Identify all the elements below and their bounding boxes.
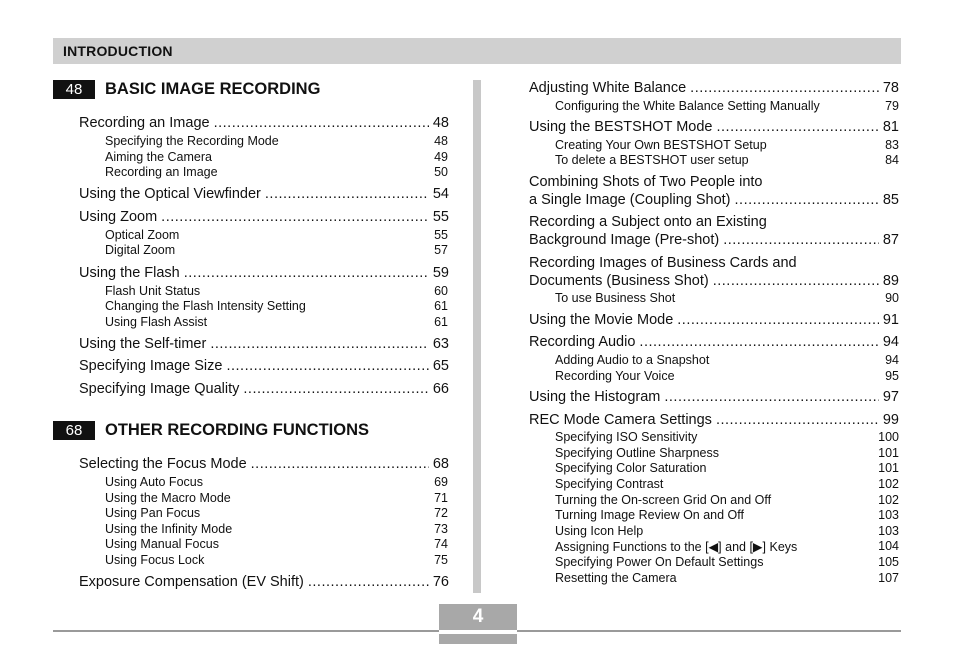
toc-subentry-page: 103 [878,523,899,538]
toc-entry-page: 48 [432,115,449,131]
toc-subentry-label: Using Pan Focus [105,506,201,521]
toc-subentry-label: Digital Zoom [105,243,176,258]
toc-entry-page: 87 [882,232,899,249]
toc-entry [529,192,899,208]
toc-entry-label: Using the BESTSHOT Mode [529,119,713,136]
toc-subentry-page: 57 [434,243,448,258]
toc-subentry-label: Turning Image Review On and Off [555,508,744,523]
toc-subentry-page: 83 [885,137,899,152]
toc-subentry-label: Optical Zoom [105,227,180,242]
toc-entry [529,80,899,96]
toc-subentry-label: Aiming the Camera [105,149,212,164]
toc-entry-first-line: Recording a Subject onto an Existing [529,214,767,231]
toc-subentry-label: Using the Macro Mode [105,490,231,505]
toc-subentry-label: Specifying ISO Sensitivity [555,430,698,445]
toc-entry-row [79,381,449,397]
toc-subentry-label: Specifying Contrast [555,476,664,491]
toc-entry-label: REC Mode Camera Settings [529,411,712,428]
toc-subentry-page: 48 [434,134,448,148]
toc-subentry-label: Configuring the White Balance Setting Manually [555,98,820,113]
dot-leader [210,336,429,352]
toc-entry-page: 66 [432,380,449,397]
toc-subentry [105,315,448,329]
toc-subentry-label: Using the Infinity Mode [105,521,233,536]
toc-entry [79,456,449,472]
toc-entry-row [529,192,899,208]
toc-entry-page: 89 [882,272,899,289]
toc-subentry [555,508,899,522]
toc-subentry [105,491,448,505]
toc-entry-row [79,209,449,225]
toc-entry-page: 91 [882,311,899,328]
toc-entry-row [529,412,899,428]
toc-subentry [105,475,448,489]
toc-subentry-page: 75 [434,553,448,567]
section-title: OTHER RECORDING FUNCTIONS [105,421,369,439]
dot-leader [184,265,429,281]
toc-subentry [105,537,448,551]
toc-entry [79,336,449,352]
section-title: BASIC IMAGE RECORDING [105,80,321,98]
toc-subentry [555,477,899,491]
toc-subentry-label: Using Focus Lock [105,553,205,567]
toc-entry-row [79,574,449,590]
toc-subentry [105,134,448,148]
toc-entry-label: Using the Optical Viewfinder [79,186,261,203]
toc-subentry [555,353,899,367]
toc-subentry-label: Changing the Flash Intensity Setting [105,299,306,314]
toc-subentry [555,571,899,585]
toc-entry-label: Specifying Image Quality [79,380,240,397]
toc-subentry-page: 72 [434,506,448,521]
column-divider [473,80,481,593]
dot-leader [716,119,878,135]
toc-subentry-label: Assigning Functions to the [◀] and [▶] Keys [555,540,798,555]
dot-leader [226,358,428,374]
dot-leader [690,80,879,96]
toc-entry [79,115,449,131]
toc-entry-first-line: Combining Shots of Two People into [529,173,763,190]
toc-entry [529,412,899,428]
toc-entry-row [529,273,899,289]
dot-leader [265,186,429,202]
toc-entry-page: 78 [882,80,899,96]
toc-subentry [555,138,899,152]
toc-subentry-page: 60 [434,283,448,298]
toc-subentry-page: 105 [878,554,899,569]
toc-entry-label: Specifying Image Size [79,358,223,375]
toc-subentry-label: Using Flash Assist [105,314,208,329]
toc-subentry-label: Flash Unit Status [105,283,201,298]
toc-subentry [105,150,448,164]
toc-entry [529,273,899,289]
toc-entry [79,209,449,225]
toc-subentry-page: 73 [434,521,448,536]
toc-subentry-label: Using Manual Focus [105,537,219,552]
toc-subentry [555,555,899,569]
toc-entry-page: 76 [432,574,449,591]
toc-entry [79,358,449,374]
toc-entry [79,186,449,202]
toc-subentry-page: 101 [878,461,899,476]
toc-subentry-page: 102 [878,476,899,491]
toc-subentry [105,165,448,179]
toc-entry [79,381,449,397]
section-page-number: 68 [53,421,95,440]
toc-subentry [105,506,448,520]
toc-entry [529,232,899,248]
toc-subentry-label: Recording Your Voice [555,368,675,383]
toc-subentry-page: 107 [878,570,899,585]
toc-entry-page: 97 [882,389,899,406]
toc-subentry [105,522,448,536]
section-page-number: 48 [53,80,95,99]
toc-entry-row [79,358,449,374]
toc-entry [79,574,449,590]
toc-subentry-label: Recording an Image [105,165,218,180]
toc-entry-row [529,80,899,96]
toc-entry-label: Using the Self-timer [79,335,207,352]
toc-subentry-label: Using Auto Focus [105,475,203,489]
toc-subentry-label: To delete a BESTSHOT user setup [555,153,749,168]
toc-entry-label: Adjusting White Balance [529,80,687,96]
dot-leader [716,412,879,428]
toc-subentry [555,369,899,383]
toc-entry-row [529,312,899,328]
toc-subentry [105,284,448,298]
page-number-box [439,604,517,644]
toc-entry-page: 54 [432,186,449,203]
dot-leader [677,312,879,328]
dot-leader [723,232,879,248]
toc-entry-label: Recording Audio [529,334,636,351]
toc-entry-label: Using the Flash [79,264,180,281]
toc-subentry-label: Specifying Color Saturation [555,461,707,476]
dot-leader [713,273,879,289]
dot-leader [214,115,429,131]
toc-subentry-label: Turning the On-screen Grid On and Off [555,492,772,507]
toc-entry-label: Selecting the Focus Mode [79,456,247,472]
toc-subentry-page: 95 [885,368,899,383]
toc-entry-page: 99 [882,411,899,428]
toc-entry-row [79,115,449,131]
toc-subentry-page: 101 [878,445,899,460]
toc-subentry [555,430,899,444]
toc-entry-page: 59 [432,264,449,281]
toc-subentry-label: Creating Your Own BESTSHOT Setup [555,137,767,152]
toc-subentry-page: 84 [885,153,899,168]
toc-entry-row [529,334,899,350]
toc-entry-first-line: Recording Images of Business Cards and [529,254,797,271]
chapter-title: INTRODUCTION [63,43,173,59]
page-number: 4 [472,606,484,627]
toc-subentry-page: 79 [885,98,899,113]
toc-entry-page: 81 [882,119,899,136]
toc-entry-row [529,119,899,135]
toc-subentry-page: 50 [434,165,448,180]
toc-subentry-label: Using Icon Help [555,523,644,538]
toc-subentry-label: To use Business Shot [555,291,676,306]
toc-entry-row [529,232,899,248]
dot-leader [639,334,878,350]
toc-subentry [105,228,448,242]
toc-subentry-page: 49 [434,149,448,164]
dot-leader [308,574,429,590]
toc-subentry [555,446,899,460]
dot-leader [161,209,429,225]
toc-entry-page: 65 [432,358,449,375]
page-number-underline [439,630,517,634]
toc-subentry-label: Specifying Power On Default Settings [555,554,764,569]
dot-leader [664,389,879,405]
toc-entry-label: a Single Image (Coupling Shot) [529,191,731,208]
toc-subentry-page: 61 [434,314,448,329]
dot-leader [251,456,429,472]
toc-subentry [555,99,899,113]
toc-entry-label: Using the Histogram [529,389,661,406]
toc-subentry-page: 94 [885,352,899,367]
toc-entry [529,334,899,350]
toc-subentry-page: 102 [878,492,899,507]
toc-subentry-label: Resetting the Camera [555,570,677,585]
toc-subentry [105,299,448,313]
toc-entry [79,265,449,281]
toc-subentry [555,291,899,305]
toc-subentry-page: 104 [878,539,899,554]
toc-entry-row [79,265,449,281]
toc-subentry-page: 103 [878,508,899,523]
toc-entry-label: Using Zoom [79,208,158,225]
toc-subentry-page: 90 [885,291,899,306]
dot-leader [243,381,428,397]
toc-subentry [555,539,899,554]
toc-subentry-label: Specifying the Recording Mode [105,134,279,148]
toc-subentry-label: Specifying Outline Sharpness [555,445,719,460]
toc-entry-page: 55 [432,208,449,225]
toc-entry-page: 85 [882,191,899,208]
toc-entry-label: Using the Movie Mode [529,311,674,328]
toc-subentry-label: Adding Audio to a Snapshot [555,352,710,367]
toc-entry-label: Exposure Compensation (EV Shift) [79,574,304,591]
toc-entry-page: 63 [432,335,449,352]
toc-entry-page: 68 [432,456,449,472]
toc-entry [529,119,899,135]
toc-entry-label: Background Image (Pre-shot) [529,232,720,249]
toc-subentry [555,493,899,507]
toc-entry [529,389,899,405]
toc-subentry-page: 61 [434,299,448,314]
toc-subentry [105,243,448,257]
toc-entry-row [529,389,899,405]
toc-entry-row [79,456,449,472]
toc-entry-row [79,186,449,202]
toc-subentry [555,461,899,475]
toc-entry-row [79,336,449,352]
chapter-header [53,38,901,64]
toc-subentry [105,553,448,567]
toc-subentry [555,153,899,167]
toc-entry-label: Recording an Image [79,115,210,131]
toc-subentry-page: 71 [434,490,448,505]
toc-subentry-page: 100 [878,430,899,445]
toc-entry-label: Documents (Business Shot) [529,272,709,289]
toc-entry-page: 94 [882,334,899,351]
toc-subentry-page: 69 [434,475,448,489]
toc-entry [529,312,899,328]
toc-subentry-page: 74 [434,537,448,552]
dot-leader [735,192,879,208]
toc-subentry-page: 55 [434,227,448,242]
toc-subentry [555,524,899,538]
